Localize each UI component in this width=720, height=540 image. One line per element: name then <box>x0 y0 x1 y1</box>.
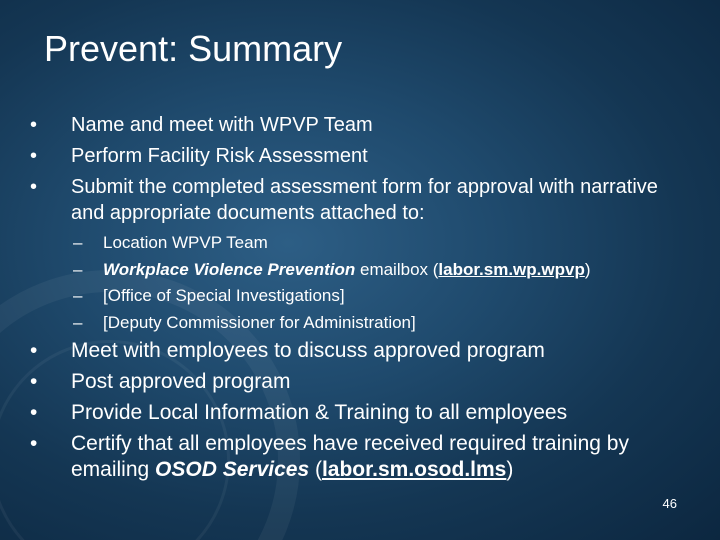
email-link-osod[interactable]: labor.sm.osod.lms <box>321 458 507 481</box>
bullet-list-bottom <box>30 338 690 488</box>
bullet-marker: • <box>30 176 38 198</box>
bullet-text: Post approved program <box>71 370 291 393</box>
bullet-text: Name and meet with WPVP Team <box>71 114 373 136</box>
dash-marker: – <box>73 233 83 252</box>
sub-bullet-list <box>73 230 591 336</box>
bullet-text: Submit the completed assessment form for approval with narrative and appropriate documents attached to: <box>71 176 658 224</box>
sub-bullet-item <box>73 310 591 337</box>
bullet-text: Meet with employees to discuss approved program <box>71 339 545 362</box>
bullet-emphasis: OSOD Services <box>155 458 310 481</box>
bullet-text: ( <box>309 458 322 481</box>
bullet-marker: • <box>30 339 38 362</box>
dash-marker: – <box>73 259 83 279</box>
sub-bullet-text: Location WPVP Team <box>103 233 268 252</box>
bullet-item <box>30 431 690 483</box>
sub-bullet-emphasis: Workplace Violence Prevention <box>103 259 356 279</box>
bullet-item <box>30 143 690 169</box>
sub-bullet-text: [Office of Special Investigations] <box>103 286 345 305</box>
bullet-marker: • <box>30 370 38 393</box>
dash-marker: – <box>73 286 83 305</box>
page-number: 46 <box>662 496 677 511</box>
sub-bullet-item <box>73 257 591 284</box>
bullet-item <box>30 338 690 364</box>
sub-bullet-text: [Deputy Commissioner for Administration] <box>103 312 416 332</box>
slide-title: Prevent: Summary <box>44 28 343 69</box>
bullet-text: Provide Local Information & Training to all employees <box>71 401 568 424</box>
sub-bullet-text: ) <box>584 259 591 279</box>
bullet-item <box>30 369 690 395</box>
bullet-text: Perform Facility Risk Assessment <box>71 145 368 167</box>
bullet-marker: • <box>30 145 38 167</box>
bullet-marker: • <box>30 432 38 455</box>
sub-bullet-text: emailbox ( <box>355 259 439 279</box>
bullet-marker: • <box>30 114 38 136</box>
bullet-list-top <box>30 112 690 231</box>
sub-bullet-item <box>73 283 591 310</box>
bullet-text: Certify that all employees have received required training by emailing <box>71 432 629 481</box>
sub-bullet-item <box>73 230 591 257</box>
bullet-item <box>30 400 690 426</box>
bullet-marker: • <box>30 401 38 424</box>
bullet-item <box>30 174 690 226</box>
email-link-wpvp[interactable]: labor.sm.wp.wpvp <box>438 259 585 279</box>
bullet-text: ) <box>506 458 514 481</box>
bullet-item <box>30 112 690 138</box>
dash-marker: – <box>73 312 83 332</box>
